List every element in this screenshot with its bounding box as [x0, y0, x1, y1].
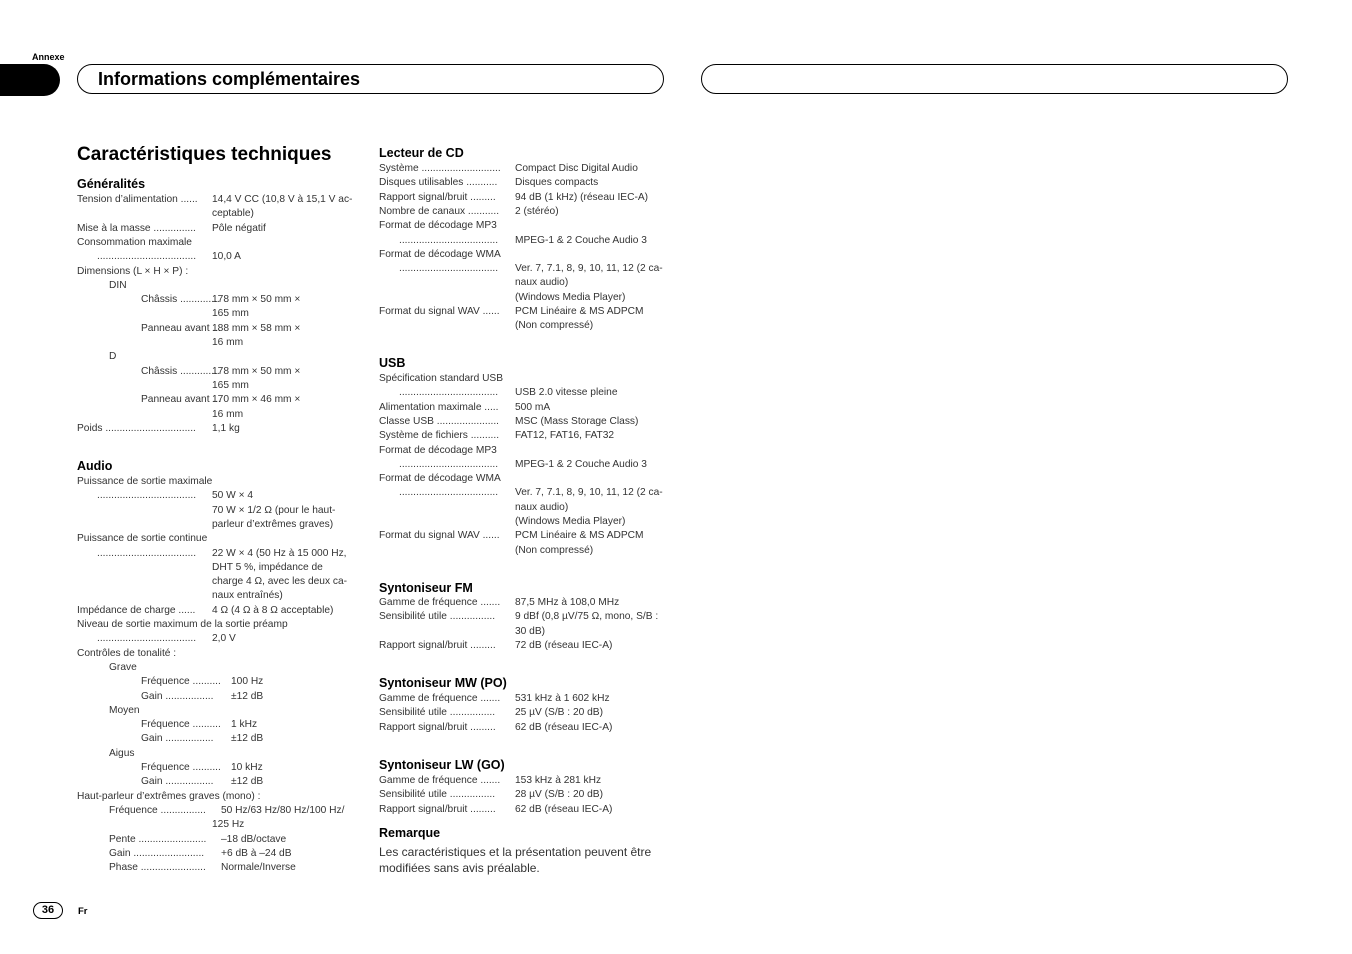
spec-value: 500 mA — [515, 401, 551, 413]
section-title-generalites: Généralités — [77, 177, 146, 191]
spec-row — [379, 458, 669, 472]
spec-label: Contrôles de tonalité : — [77, 647, 177, 659]
spec-row — [77, 833, 367, 847]
spec-label: Format du signal WAV ...... — [379, 306, 500, 317]
spec-value: 16 mm — [212, 408, 244, 420]
spec-value: 170 mm × 46 mm × — [212, 394, 301, 406]
spec-row — [379, 472, 669, 486]
spec-row — [379, 596, 669, 610]
spec-value: PCM Linéaire & MS ADPCM — [515, 306, 644, 317]
spec-row — [77, 761, 367, 775]
spec-row — [77, 704, 367, 718]
spec-label: Fréquence ................ — [109, 804, 206, 816]
spec-row — [77, 222, 367, 236]
spec-value: (Non compressé) — [515, 320, 594, 332]
spec-label: Moyen — [109, 704, 140, 716]
spec-label: Gain ................. — [141, 690, 214, 702]
spec-label: Fréquence .......... — [141, 719, 221, 731]
spec-row — [77, 408, 367, 422]
spec-row — [379, 291, 669, 305]
spec-row — [77, 518, 367, 532]
spec-value: 1 kHz — [231, 719, 258, 731]
spec-label: Niveau de sortie maximum de la sortie préamp — [77, 619, 288, 630]
spec-row — [77, 747, 367, 761]
spec-label: D — [109, 351, 117, 363]
section-title-fm: Syntoniseur FM — [379, 581, 473, 595]
spec-label: Puissance de sortie maximale — [77, 476, 213, 487]
spec-label: ................................... — [399, 458, 499, 470]
spec-value: DHT 5 %, impédance de — [212, 561, 323, 573]
spec-label: ................................... — [97, 251, 197, 263]
spec-value: 16 mm — [212, 337, 244, 348]
spec-row — [379, 692, 669, 706]
spec-row — [77, 775, 367, 789]
spec-value: ceptable) — [212, 208, 254, 220]
spec-value: Normale/Inverse — [221, 862, 296, 874]
spec-label: Système ............................ — [379, 163, 501, 174]
spec-value: parleur d’extrêmes graves) — [212, 518, 334, 530]
spec-label: Grave — [109, 661, 137, 673]
spec-value: FAT12, FAT16, FAT32 — [515, 430, 615, 442]
spec-label: Gamme de fréquence ....... — [379, 775, 501, 786]
spec-label: Rapport signal/bruit ......... — [379, 721, 496, 733]
remark-text: Les caractéristiques et la présentation peuvent être modifiées sans avis préalable. — [379, 845, 652, 875]
spec-row — [77, 293, 367, 307]
spec-label: ................................... — [399, 487, 499, 499]
spec-row — [379, 515, 669, 529]
spec-label: Panneau avant ... — [141, 322, 221, 334]
spec-value: 125 Hz — [212, 819, 245, 831]
spec-label: Tension d’alimentation ...... — [77, 194, 198, 205]
section-title-cd: Lecteur de CD — [379, 146, 464, 160]
spec-row — [379, 444, 669, 458]
spec-row — [77, 250, 367, 264]
spec-label: Haut-parleur d’extrêmes graves (mono) : — [77, 790, 261, 802]
spec-label: Format de décodage MP3 — [379, 220, 497, 232]
spec-label: Système de fichiers .......... — [379, 430, 500, 442]
spec-label: Châssis .............. — [141, 365, 220, 377]
spec-label: ................................... — [399, 234, 499, 246]
spec-row — [379, 529, 669, 543]
spec-label: Rapport signal/bruit ......... — [379, 803, 496, 815]
spec-value: 50 W × 4 — [212, 490, 254, 502]
spec-value: –18 dB/octave — [221, 833, 287, 845]
spec-row — [77, 575, 367, 589]
spec-row — [77, 618, 367, 632]
spec-row — [77, 790, 367, 804]
spec-value: (Windows Media Player) — [515, 291, 626, 303]
spec-row — [379, 248, 669, 262]
spec-row — [379, 219, 669, 233]
spec-value: naux audio) — [515, 501, 569, 513]
spec-label: Consommation maximale — [77, 236, 192, 248]
spec-row — [379, 610, 669, 624]
spec-row — [379, 486, 669, 500]
spec-value: 14,4 V CC (10,8 V à 15,1 V ac- — [212, 194, 353, 205]
spec-row — [379, 319, 669, 333]
spec-row — [77, 647, 367, 661]
spec-label: Gamme de fréquence ....... — [379, 597, 501, 608]
spec-label: Nombre de canaux ........... — [379, 205, 500, 217]
spec-row — [379, 788, 669, 802]
spec-row — [77, 336, 367, 350]
spec-value: Pôle négatif — [212, 222, 266, 234]
spec-value: 2,0 V — [212, 633, 236, 645]
spec-value: Ver. 7, 7.1, 8, 9, 10, 11, 12 (2 ca- — [515, 263, 663, 275]
section-title-mw: Syntoniseur MW (PO) — [379, 676, 507, 690]
spec-value: 4 Ω (4 Ω à 8 Ω acceptable) — [212, 604, 334, 616]
spec-label: Pente ........................ — [109, 833, 207, 845]
spec-row — [77, 661, 367, 675]
spec-value: MSC (Mass Storage Class) — [515, 415, 639, 427]
spec-label: Phase ....................... — [109, 862, 206, 874]
spec-value: 70 W × 1/2 Ω (pour le haut- — [212, 504, 336, 516]
spec-row — [379, 721, 669, 735]
spec-value: 531 kHz à 1 602 kHz — [515, 693, 610, 704]
spec-row — [379, 386, 669, 400]
spec-value: 9 dBf (0,8 µV/75 Ω, mono, S/B : — [515, 611, 659, 623]
spec-row — [77, 393, 367, 407]
spec-row — [77, 532, 367, 546]
header-banner-right — [701, 64, 1288, 94]
spec-row — [77, 547, 367, 561]
spec-value: 100 Hz — [231, 676, 264, 688]
spec-row — [77, 589, 367, 603]
spec-value: 178 mm × 50 mm × — [212, 294, 301, 306]
annex-label: Annexe — [32, 52, 65, 62]
spec-label: Poids ................................ — [77, 422, 196, 434]
spec-value: +6 dB à –24 dB — [221, 847, 292, 859]
spec-row — [77, 675, 367, 689]
spec-value: 188 mm × 58 mm × — [212, 322, 301, 334]
language-code: Fr — [78, 906, 88, 917]
spec-value: 94 dB (1 kHz) (réseau IEC-A) — [515, 191, 649, 203]
spec-value: 165 mm — [212, 308, 249, 320]
spec-value: ±12 dB — [231, 733, 264, 745]
spec-label: DIN — [109, 279, 127, 291]
spec-value: 25 µV (S/B : 20 dB) — [515, 707, 603, 719]
spec-value: MPEG-1 & 2 Couche Audio 3 — [515, 458, 647, 470]
spec-row — [77, 379, 367, 393]
spec-row — [379, 544, 669, 558]
page-title: Caractéristiques techniques — [77, 144, 332, 165]
spec-label: Fréquence .......... — [141, 676, 221, 688]
spec-row — [379, 305, 669, 319]
spec-label: Format de décodage MP3 — [379, 444, 497, 456]
spec-row — [379, 803, 669, 817]
spec-row — [379, 625, 669, 639]
spec-row — [77, 322, 367, 336]
spec-label: Fréquence .......... — [141, 762, 221, 773]
spec-label: Mise à la masse ............... — [77, 222, 196, 234]
spec-value: MPEG-1 & 2 Couche Audio 3 — [515, 234, 647, 246]
spec-label: ................................... — [97, 633, 197, 645]
spec-value: Ver. 7, 7.1, 8, 9, 10, 11, 12 (2 ca- — [515, 487, 663, 499]
spec-row — [379, 429, 669, 443]
spec-label: Rapport signal/bruit ......... — [379, 639, 496, 651]
spec-value: 1,1 kg — [212, 422, 240, 434]
header-banner-left — [77, 64, 664, 94]
spec-row — [77, 489, 367, 503]
spec-value: 30 dB) — [515, 625, 546, 637]
spec-value: 62 dB (réseau IEC-A) — [515, 803, 613, 815]
spec-row — [77, 690, 367, 704]
spec-row — [77, 236, 367, 250]
spec-label: Puissance de sortie continue — [77, 533, 208, 545]
spec-row — [379, 706, 669, 720]
spec-label: Aigus — [109, 747, 135, 759]
spec-label: ................................... — [399, 387, 499, 399]
spec-row — [77, 632, 367, 646]
spec-label: Sensibilité utile ................ — [379, 611, 496, 623]
spec-row — [379, 205, 669, 219]
spec-value: charge 4 Ω, avec les deux ca- — [212, 576, 348, 588]
spec-row — [77, 422, 367, 436]
spec-value: 2 (stéréo) — [515, 205, 559, 217]
spec-value: Disques compacts — [515, 177, 599, 189]
spec-row — [379, 276, 669, 290]
spec-row — [77, 732, 367, 746]
spec-label: Sensibilité utile ................ — [379, 789, 496, 801]
spec-label: Rapport signal/bruit ......... — [379, 191, 496, 203]
spec-row — [77, 307, 367, 321]
spec-label: Alimentation maximale ..... — [379, 401, 499, 413]
spec-value: 22 W × 4 (50 Hz à 15 000 Hz, — [212, 547, 347, 559]
spec-row — [77, 265, 367, 279]
spec-value: 165 mm — [212, 379, 249, 391]
spec-value: 10,0 A — [212, 251, 241, 263]
spec-row — [379, 262, 669, 276]
section-title-lw: Syntoniseur LW (GO) — [379, 758, 505, 772]
spec-value: naux entraînés) — [212, 590, 283, 602]
spec-row — [379, 774, 669, 788]
spec-label: Format de décodage WMA — [379, 473, 501, 485]
spec-value: (Windows Media Player) — [515, 516, 626, 527]
header-title: Informations complémentaires — [98, 69, 361, 89]
spec-value: 87,5 MHz à 108,0 MHz — [515, 597, 620, 608]
spec-row — [77, 475, 367, 489]
spec-value: Compact Disc Digital Audio — [515, 163, 638, 174]
spec-row — [77, 604, 367, 618]
spec-row — [77, 504, 367, 518]
spec-row — [379, 501, 669, 515]
spec-row — [379, 176, 669, 190]
spec-label: ................................... — [97, 547, 197, 559]
spec-value: 72 dB (réseau IEC-A) — [515, 639, 613, 651]
spec-value: USB 2.0 vitesse pleine — [515, 387, 618, 399]
spec-row — [77, 861, 367, 875]
section-tab-marker — [0, 64, 60, 96]
spec-label: Disques utilisables ........... — [379, 177, 498, 189]
spec-row — [379, 401, 669, 415]
spec-label: Impédance de charge ...... — [77, 604, 196, 616]
spec-label: Gain ................. — [141, 733, 214, 745]
spec-label: Châssis .............. — [141, 294, 220, 306]
section-title-audio: Audio — [77, 459, 113, 473]
spec-value: 50 Hz/63 Hz/80 Hz/100 Hz/ — [221, 804, 345, 816]
spec-row — [77, 207, 367, 221]
spec-value: 62 dB (réseau IEC-A) — [515, 721, 613, 733]
spec-value: 153 kHz à 281 kHz — [515, 775, 602, 786]
spec-value: naux audio) — [515, 277, 569, 289]
spec-row — [379, 234, 669, 248]
spec-value: 178 mm × 50 mm × — [212, 365, 301, 377]
spec-value: 28 µV (S/B : 20 dB) — [515, 789, 603, 801]
spec-label: Dimensions (L × H × P) : — [77, 265, 189, 277]
spec-row — [77, 818, 367, 832]
spec-label: Gain ......................... — [109, 847, 205, 859]
spec-value: (Non compressé) — [515, 544, 594, 556]
spec-label: Sensibilité utile ................ — [379, 707, 496, 719]
spec-row — [77, 365, 367, 379]
spec-value: ±12 dB — [231, 776, 264, 788]
remark-title: Remarque — [379, 826, 441, 840]
page-number: 36 — [33, 902, 63, 919]
spec-label: Gamme de fréquence ....... — [379, 693, 501, 704]
spec-label: ................................... — [97, 490, 197, 502]
spec-label: Spécification standard USB — [379, 373, 504, 384]
spec-label: Panneau avant ... — [141, 394, 221, 406]
spec-row — [379, 639, 669, 653]
spec-label: Format de décodage WMA — [379, 248, 501, 260]
spec-label: Format du signal WAV ...... — [379, 530, 500, 542]
section-title-usb: USB — [379, 356, 406, 370]
spec-row — [379, 415, 669, 429]
spec-value: ±12 dB — [231, 690, 264, 702]
spec-value: PCM Linéaire & MS ADPCM — [515, 530, 644, 542]
spec-row — [77, 804, 367, 818]
spec-label: Classe USB ...................... — [379, 415, 500, 427]
spec-row — [77, 718, 367, 732]
spec-row — [379, 162, 669, 176]
spec-row — [379, 191, 669, 205]
spec-label: ................................... — [399, 263, 499, 275]
spec-row — [77, 279, 367, 293]
spec-row — [77, 350, 367, 364]
spec-row — [77, 847, 367, 861]
spec-row — [379, 372, 669, 386]
spec-label: Gain ................. — [141, 776, 214, 788]
spec-row — [77, 561, 367, 575]
spec-value: 10 kHz — [231, 762, 263, 773]
spec-row — [77, 193, 367, 207]
